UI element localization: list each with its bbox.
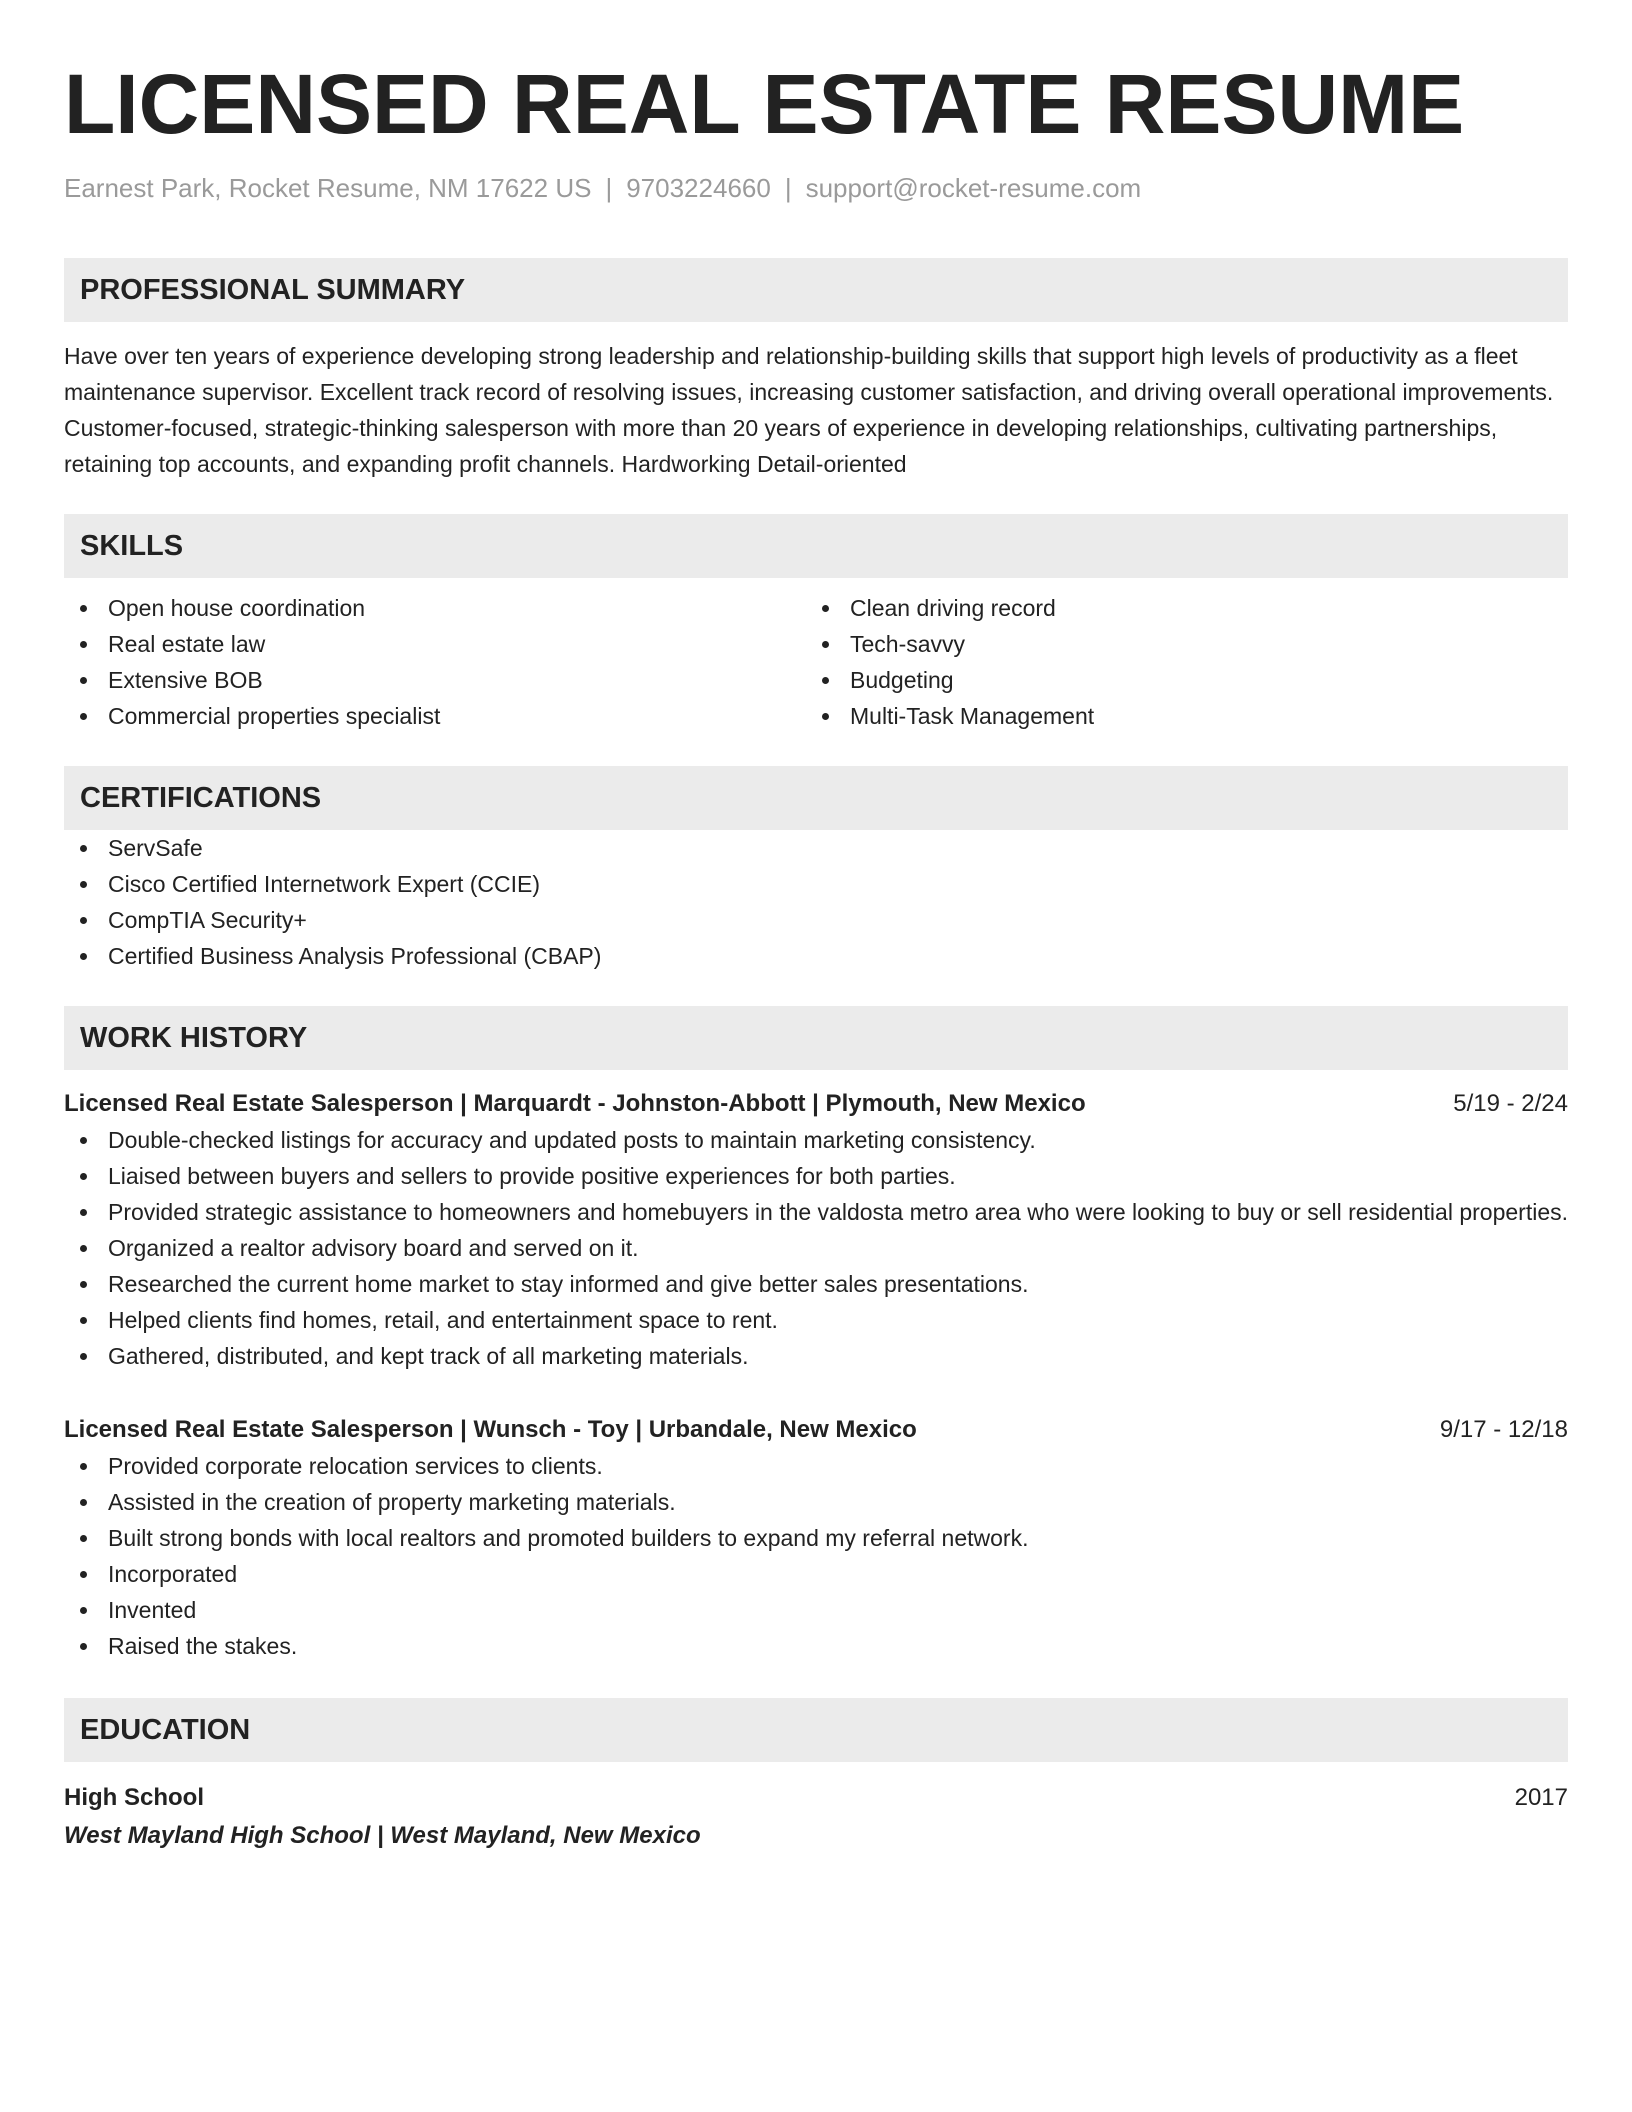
job-bullet-list <box>64 1122 1568 1374</box>
job-bullet: Researched the current home market to stay informed and give better sales presentations. <box>64 1266 1568 1302</box>
skill-item: Multi-Task Management <box>806 698 1548 734</box>
skill-item: Commercial properties specialist <box>64 698 806 734</box>
skills-column-left <box>64 590 806 734</box>
skill-item: Clean driving record <box>806 590 1548 626</box>
job-bullet: Invented <box>64 1592 1568 1628</box>
job-title: Licensed Real Estate Salesperson | Wunsch - Toy | Urbandale, New Mexico <box>64 1416 917 1443</box>
contact-separator: | <box>784 173 792 203</box>
certification-item: CompTIA Security+ <box>64 902 1568 938</box>
job-header <box>64 1086 1568 1122</box>
certification-item: ServSafe <box>64 830 1568 866</box>
job-bullet: Double-checked listings for accuracy and updated posts to maintain marketing consistency. <box>64 1122 1568 1158</box>
certifications-list <box>64 830 1568 974</box>
summary-text: Have over ten years of experience developing strong leadership and relationship-building skills that support high levels of productivity as a fleet maintenance supervisor. Excellent track record of resolving issues, increasing customer satisfaction, and driving overall operational improvements. Customer-focused, strategic-thinking salesperson with more than 20 years of experience in developing relationships, cultivating partnerships, retaining top accounts, and expanding profit channels. Hardworking Detail-oriented <box>64 343 1554 477</box>
job-bullet: Helped clients find homes, retail, and entertainment space to rent. <box>64 1302 1568 1338</box>
section-header-certifications: CERTIFICATIONS <box>64 766 1568 830</box>
skills-column-right <box>806 590 1548 734</box>
job-title: Licensed Real Estate Salesperson | Marquardt - Johnston-Abbott | Plymouth, New Mexico <box>64 1090 1086 1117</box>
education-year: 2017 <box>1514 1784 1568 1811</box>
section-header-education: EDUCATION <box>64 1698 1568 1762</box>
job-header <box>64 1412 1568 1448</box>
job-bullet: Assisted in the creation of property marketing materials. <box>64 1484 1568 1520</box>
contact-address: Earnest Park, Rocket Resume, NM 17622 US <box>64 173 592 203</box>
job-entry <box>64 1412 1568 1664</box>
section-header-summary: PROFESSIONAL SUMMARY <box>64 258 1568 322</box>
contact-phone: 9703224660 <box>626 173 771 203</box>
section-header-work-history: WORK HISTORY <box>64 1006 1568 1070</box>
skills-grid <box>64 590 1568 734</box>
job-bullet: Built strong bonds with local realtors and promoted builders to expand my referral network. <box>64 1520 1568 1556</box>
education-degree: High School <box>64 1784 204 1811</box>
job-dates: 5/19 - 2/24 <box>1453 1090 1568 1117</box>
education-school: West Mayland High School | West Mayland, New Mexico <box>64 1822 701 1849</box>
contact-separator: | <box>605 173 613 203</box>
resume-title: LICENSED REAL ESTATE RESUME <box>64 57 1465 151</box>
skill-item: Tech-savvy <box>806 626 1548 662</box>
job-bullet-list <box>64 1448 1568 1664</box>
job-bullet: Provided corporate relocation services to clients. <box>64 1448 1568 1484</box>
contact-email: support@rocket-resume.com <box>805 173 1142 203</box>
job-bullet: Gathered, distributed, and kept track of all marketing materials. <box>64 1338 1568 1374</box>
resume-page <box>64 52 1568 1854</box>
contact-line <box>64 170 1568 206</box>
skill-item: Open house coordination <box>64 590 806 626</box>
job-bullet: Raised the stakes. <box>64 1628 1568 1664</box>
job-entry <box>64 1086 1568 1374</box>
skill-item: Real estate law <box>64 626 806 662</box>
certification-item: Cisco Certified Internetwork Expert (CCIE) <box>64 866 1568 902</box>
job-bullet: Organized a realtor advisory board and served on it. <box>64 1230 1568 1266</box>
job-dates: 9/17 - 12/18 <box>1439 1416 1568 1443</box>
certification-item: Certified Business Analysis Professional (CBAP) <box>64 938 1568 974</box>
skill-item: Extensive BOB <box>64 662 806 698</box>
job-bullet: Incorporated <box>64 1556 1568 1592</box>
education-header <box>64 1780 1568 1816</box>
job-bullet: Liaised between buyers and sellers to provide positive experiences for both parties. <box>64 1158 1568 1194</box>
job-bullet: Provided strategic assistance to homeowners and homebuyers in the valdosta metro area who were looking to buy or sell residential properties. <box>64 1194 1568 1230</box>
section-header-skills: SKILLS <box>64 514 1568 578</box>
skill-item: Budgeting <box>806 662 1548 698</box>
